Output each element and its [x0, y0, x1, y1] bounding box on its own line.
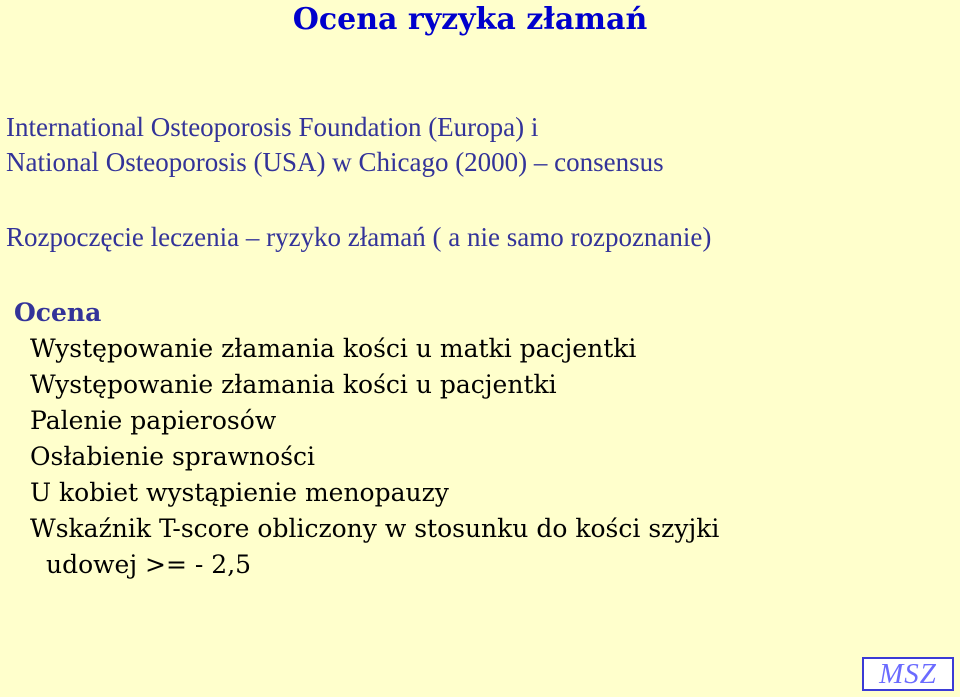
- list-item: U kobiet wystąpienie menopauzy: [30, 478, 449, 507]
- intro-paragraph: [6, 110, 664, 180]
- author-badge: MSZ: [862, 657, 954, 691]
- list-item: [30, 511, 719, 583]
- treatment-statement: Rozpoczęcie leczenia – ryzyko złamań ( a nie samo rozpoznanie): [6, 222, 712, 252]
- list-item: Występowanie złamania kości u pacjentki: [30, 370, 557, 399]
- list-item: Występowanie złamania kości u matki pacjentki: [30, 334, 637, 363]
- risk-factor-list: [14, 331, 719, 583]
- assessment-heading: Ocena: [14, 298, 102, 327]
- intro-line-2: National Osteoporosis (USA) w Chicago (2000) – consensus: [6, 147, 664, 177]
- list-item-text: Wskaźnik T-score obliczony w stosunku do kości szyjki: [30, 514, 720, 543]
- list-item-continuation: udowej >= - 2,5: [46, 550, 252, 579]
- page-title: Ocena ryzyka złamań: [292, 2, 648, 37]
- list-item: Osłabienie sprawności: [30, 442, 316, 471]
- list-item: Palenie papierosów: [30, 406, 277, 435]
- intro-line-1: International Osteoporosis Foundation (Europa) i: [6, 112, 539, 142]
- assessment-section: [14, 295, 719, 583]
